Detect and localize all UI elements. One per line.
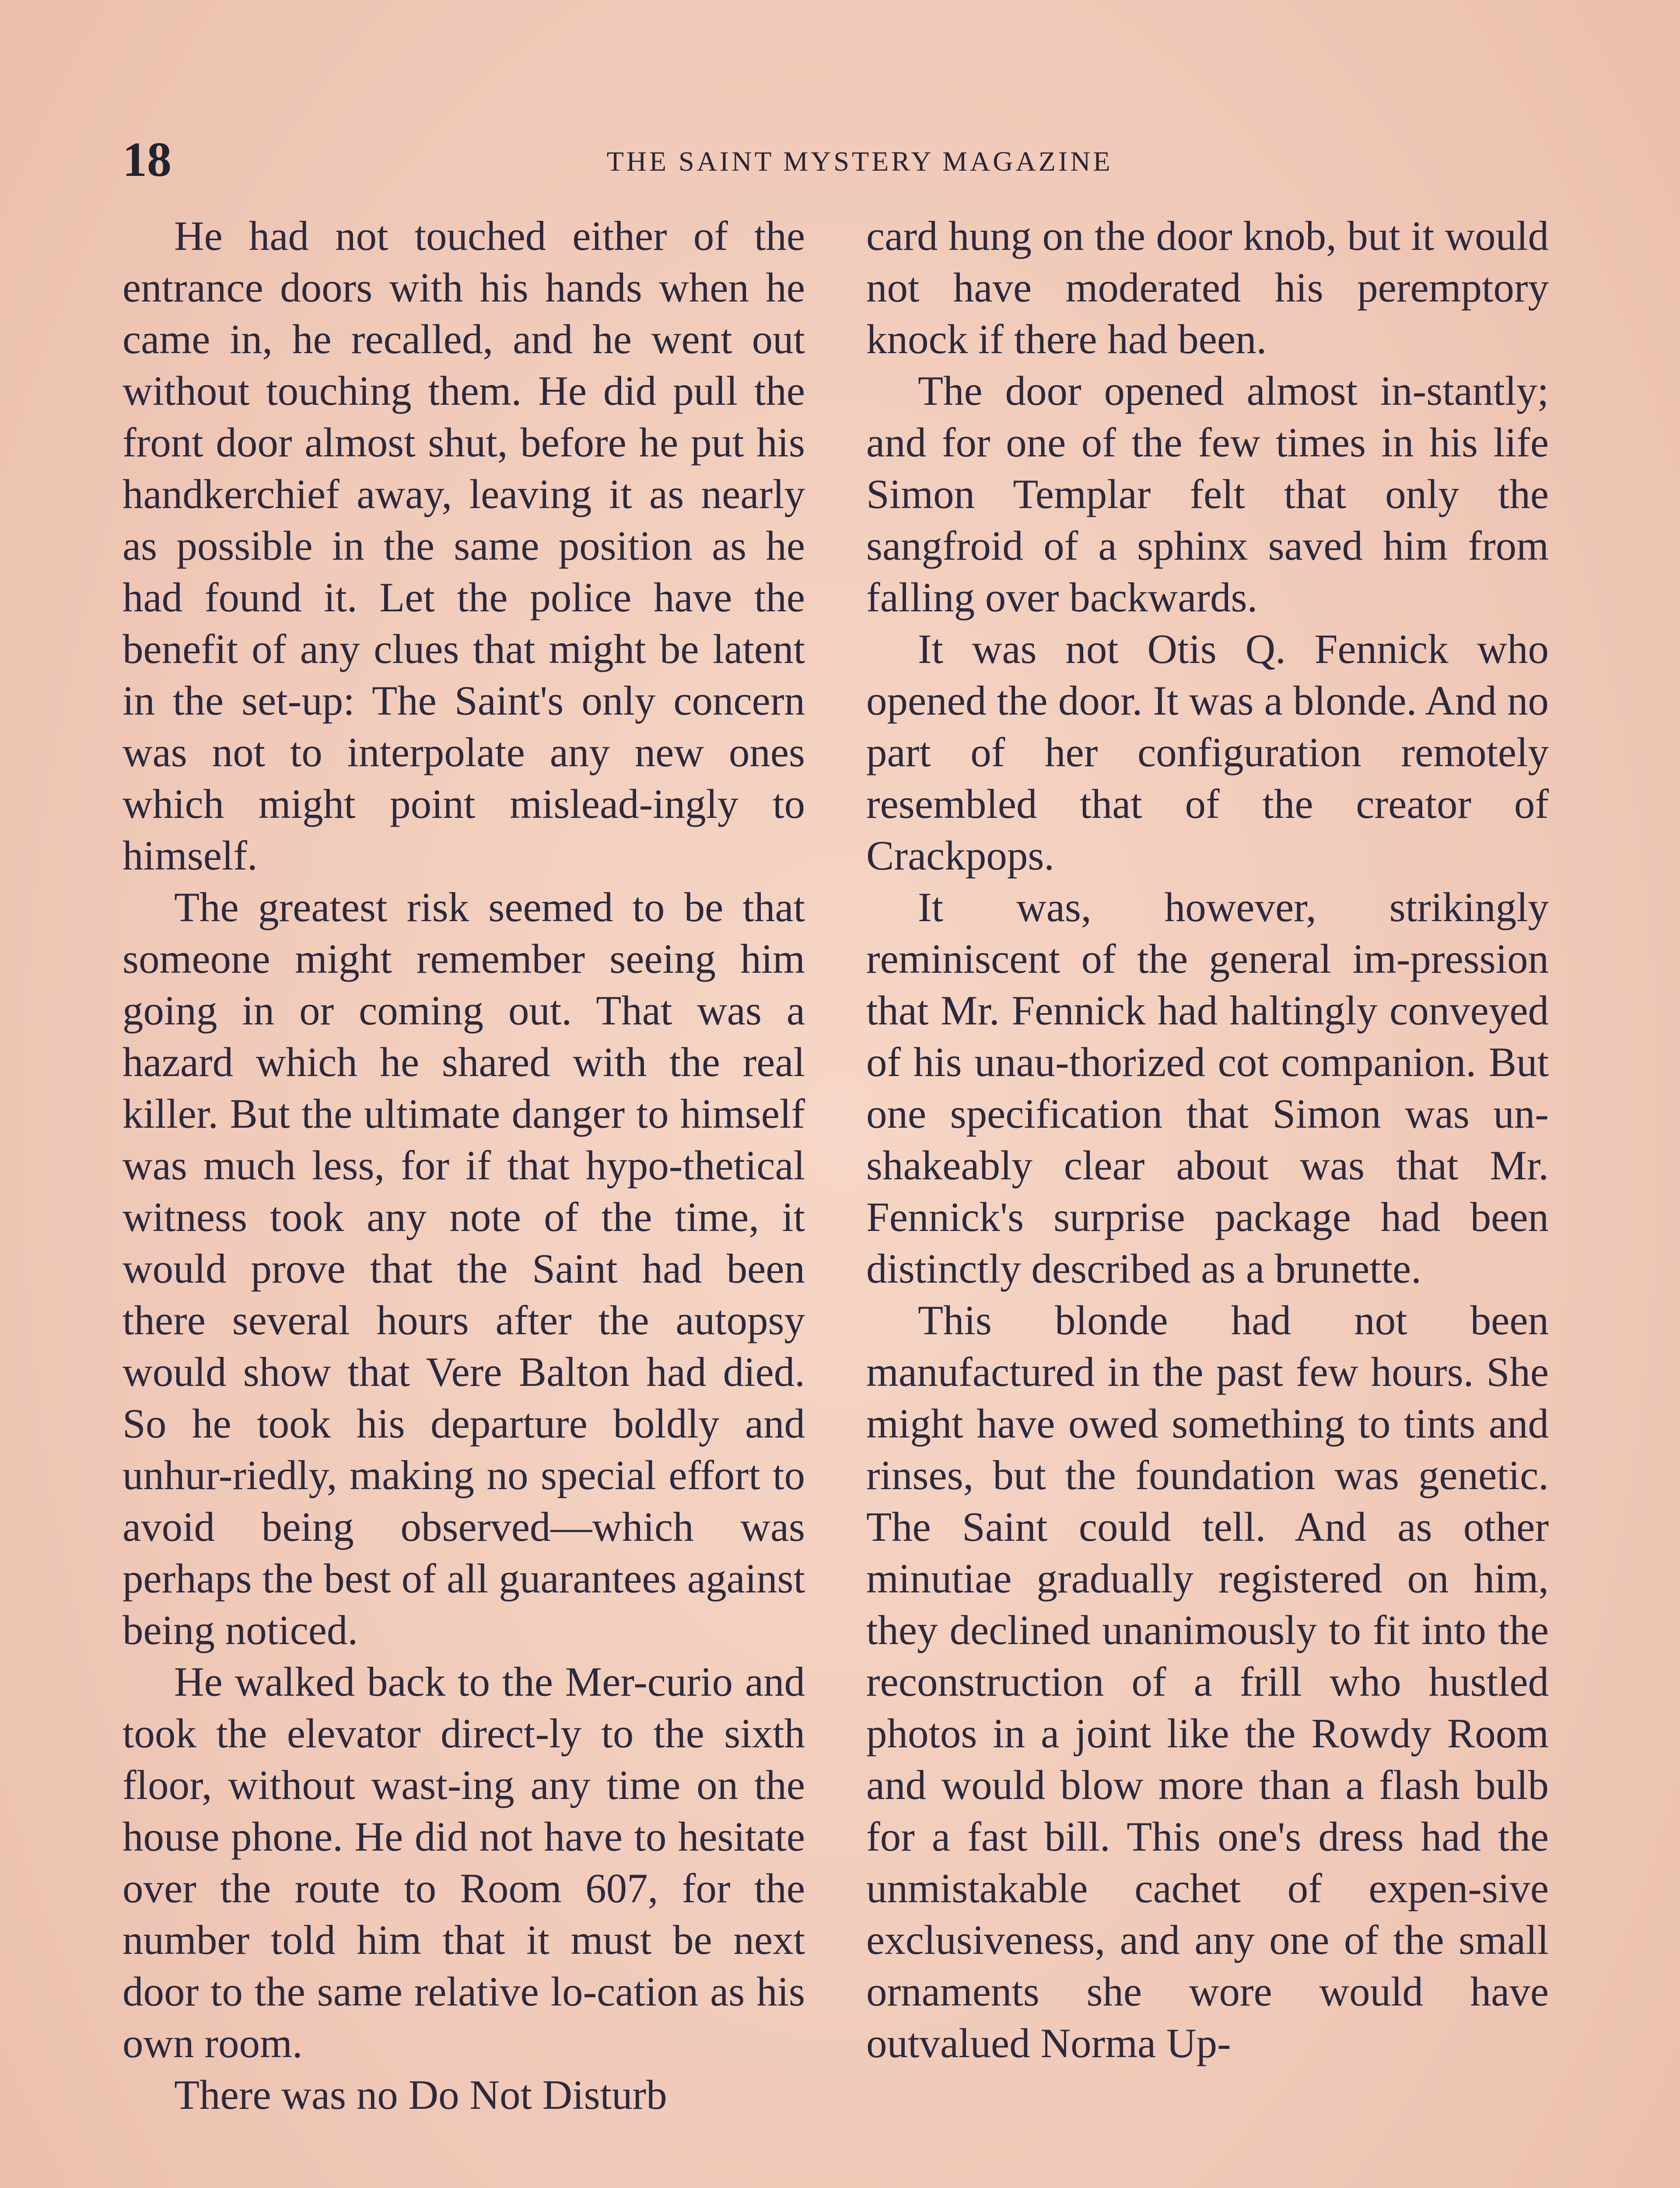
paragraph: He had not touched either of the entrance doors with his hands when he came in, he recalled, and he went out without touching them. He did pull the front door almost shut, before he put his handkerchief away, leaving it as nearly as possible in the same position as he had found it. Let the police have the benefit of any clues that might be latent in the set-up: The Saint's only concern was not to interpolate any new ones which might point mislead-ingly to himself. [122,213,805,879]
paragraph: The door opened almost in-stantly; and for one of the few times in his life Simon Templar felt that only the sangfroid of a sphinx saved him from falling over backwards. [866,368,1549,621]
left-text-column [122,210,805,2121]
paragraph-continued: card hung on the door knob, but it would not have moderated his peremptory knock if there had been. [866,213,1549,362]
page-header [122,131,1597,188]
paragraph: He walked back to the Mer-curio and took the elevator direct-ly to the sixth floor, without wast-ing any time on the house phone. He did not have to hesitate over the route to Room 607, for the number told him that it must be next door to the same relative lo-cation as his own room. [122,1659,805,2066]
page-number: 18 [122,133,172,187]
right-text-column [866,210,1549,2069]
paragraph: This blonde had not been manufactured in the past few hours. She might have owed something to tints and rinses, but the foundation was genetic. The Saint could tell. And as other minutiae gradually registered on him, they declined unanimously to fit into the reconstruction of a frill who hustled photos in a joint like the Rowdy Room and would blow more than a flash bulb for a fast bill. This one's dress had the unmistakable cachet of expen-sive exclusiveness, and any one of the small ornaments she wore would have outvalued Norma Up- [866,1297,1549,2066]
paragraph: It was not Otis Q. Fennick who opened the door. It was a blonde. And no part of her configuration remotely resembled that of the creator of Crackpops. [866,626,1549,879]
running-title: THE SAINT MYSTERY MAGAZINE [606,146,1113,177]
paragraph: There was no Do Not Disturb [174,2072,667,2118]
paragraph: It was, however, strikingly reminiscent of the general im-pression that Mr. Fennick had haltingly conveyed of his unau-thorized cot companion. But one specification that Simon was un-shakeably clear about was that Mr. Fennick's surprise package had been distinctly described as a brunette. [866,884,1549,1292]
paragraph: The greatest risk seemed to be that someone might remember seeing him going in or coming out. That was a hazard which he shared with the real killer. But the ultimate danger to himself was much less, for if that hypo-thetical witness took any note of the time, it would prove that the Saint had been there several hours after the autopsy would show that Vere Balton had died. So he took his departure boldly and unhur-riedly, making no special effort to avoid being observed—which was perhaps the best of all guarantees against being noticed. [122,884,805,1653]
